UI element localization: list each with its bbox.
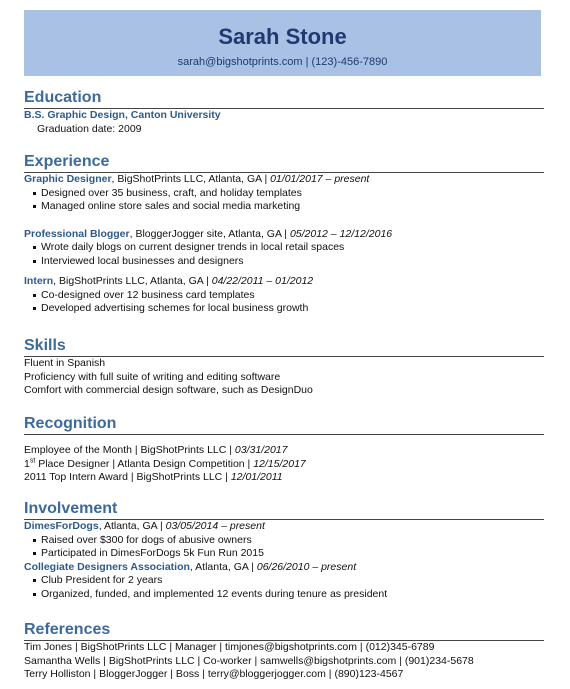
job-details: , BloggerJogger site, Atlanta, GA | [129,227,290,240]
skill-item: Comfort with commercial design software, such as DesignDuo [24,384,313,396]
section-divider [24,434,544,435]
degree: B.S. Graphic Design, Canton University [24,109,221,121]
list-item: Participated in DimesForDogs 5k Fun Run 2015 [24,547,544,561]
reference-item: Terry Holliston | BloggerJogger | Boss | terry@bloggerjogger.com | (890)123-4567 [24,668,404,680]
recognition-section [24,415,544,485]
references-section [24,621,544,682]
award-date: 12/01/2011 [230,471,283,483]
involvement-section [24,500,544,601]
job-entry [24,275,544,316]
job-role: Graphic Designer [24,173,112,185]
org-details: , Atlanta, GA | [189,560,257,573]
award-text: Employee of the Month | BigShotPrints LLC | [24,444,235,456]
job-entry [24,173,544,214]
job-role: Intern [24,275,54,287]
graduation-date: Graduation date: 2009 [37,122,142,135]
org-dates: 03/05/2014 – present [165,520,265,532]
job-details: , BigShotPrints LLC, Atlanta, GA | [53,275,212,287]
org-dates: 06/26/2010 – present [256,560,357,573]
job-role: Professional Blogger [24,227,130,240]
list-item: Co-designed over 12 business card templates [24,289,544,303]
section-title-experience: Experience [24,153,110,170]
section-title-involvement: Involvement [24,500,118,517]
reference-item: Samantha Wells | BigShotPrints LLC | Co-worker | samwells@bigshotprints.com | (901)234-5678 [24,654,474,667]
award-text: Place Designer | Atlanta Design Competition | [35,457,254,470]
list-item: Wrote daily blogs on current designer trends in local retail spaces [24,241,544,255]
reference-item: Tim Jones | BigShotPrints LLC | Manager | timjones@bigshotprints.com | (012)345-6789 [24,641,435,653]
list-item: Club President for 2 years [24,574,544,588]
org-heading [24,520,544,534]
section-title-references: References [24,621,111,638]
involvement-entry [24,520,544,561]
award-text: 2011 Top Intern Award | BigShotPrints LLC | [24,471,231,483]
experience-section [24,153,544,316]
job-entry [24,228,544,269]
list-item: Interviewed local businesses and designers [24,255,544,269]
award-rank-suffix: st [29,457,36,464]
award-date: 03/31/2017 [234,444,288,456]
list-item: Raised over $300 for dogs of abusive owners [24,534,544,548]
job-dates: 05/2012 – 12/12/2016 [289,227,393,240]
candidate-name: Sarah Stone [218,24,347,49]
award-rank: 1 [24,457,30,470]
org-details: , Atlanta, GA | [98,520,166,532]
job-dates: 04/22/2011 – 01/2012 [211,275,314,287]
job-dates: 01/01/2017 – present [270,173,370,185]
job-heading [24,228,544,242]
list-item: Organized, funded, and implemented 12 events during tenure as president [24,588,544,602]
resume-header [24,10,541,76]
recognition-item [24,458,544,472]
award-date: 12/15/2017 [253,457,306,470]
contact-info: sarah@bigshotprints.com | (123)-456-7890 [177,56,388,68]
skill-item: Fluent in Spanish [24,357,106,369]
job-heading [24,275,544,289]
list-item: Managed online store sales and social media marketing [24,200,544,214]
education-section [24,89,544,136]
skills-section [24,337,544,398]
involvement-entry [24,561,544,602]
list-item: Developed advertising schemes for local business growth [24,302,544,316]
job-details: , BigShotPrints LLC, Atlanta, GA | [111,173,271,185]
section-title-recognition: Recognition [24,415,117,432]
section-title-skills: Skills [24,337,66,354]
list-item: Designed over 35 business, craft, and holiday templates [24,187,544,201]
org-name: Collegiate Designers Association [24,560,190,573]
job-heading [24,173,544,187]
org-heading [24,561,544,575]
org-name: DimesForDogs [24,520,99,532]
section-title-education: Education [24,89,102,106]
skill-item: Proficiency with full suite of writing and editing software [24,370,281,383]
recognition-item [24,471,544,485]
recognition-item [24,444,544,458]
